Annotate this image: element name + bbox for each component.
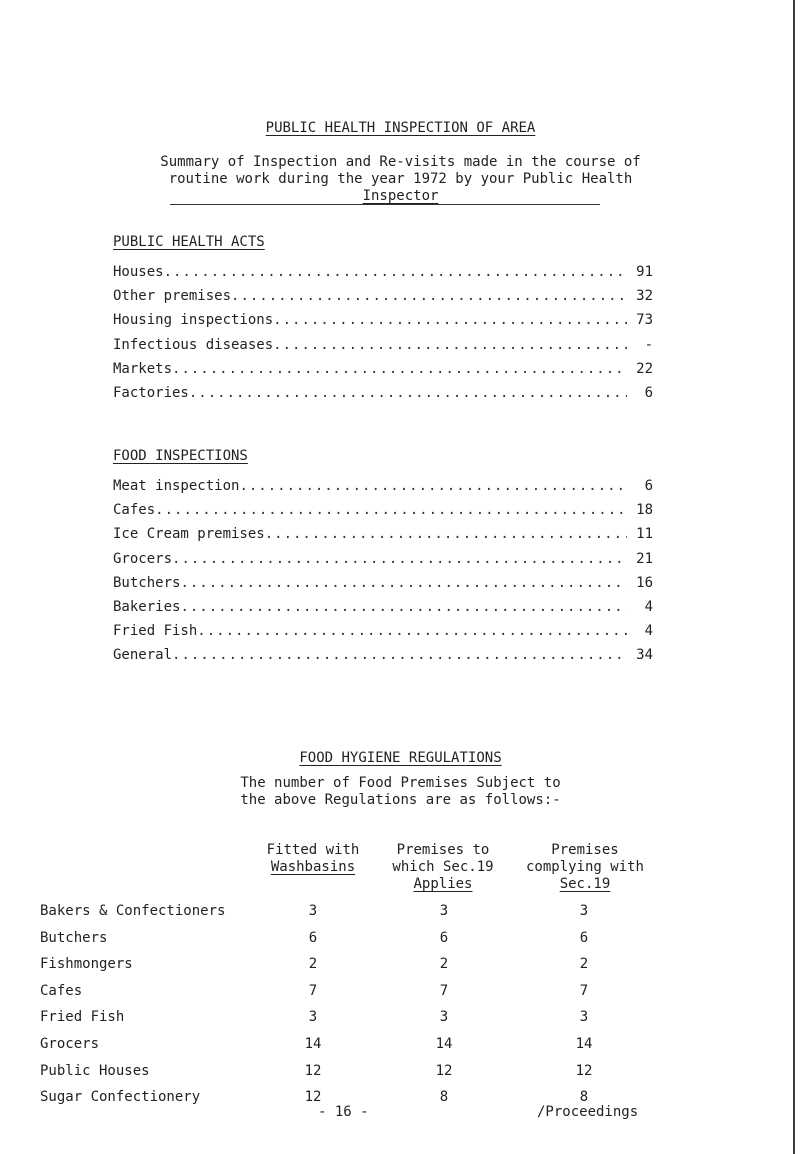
item-label: General [113, 647, 173, 664]
cell-complying: 6 [579, 929, 589, 946]
item-value: 73 [636, 312, 653, 329]
leader-dots [155, 502, 627, 518]
item-value: 18 [636, 502, 653, 519]
table-row [0, 1009, 801, 1036]
cell-washbasins: 2 [308, 956, 318, 973]
item-value: 34 [636, 647, 653, 664]
list-item [113, 599, 653, 623]
row-name: Fishmongers [40, 956, 133, 973]
table-row [0, 1063, 801, 1090]
item-label: Housing inspections [113, 312, 274, 329]
cell-complying: 2 [579, 956, 589, 973]
item-label: Factories [113, 384, 189, 401]
leader-dots [172, 551, 627, 567]
cell-sec19-applies: 12 [435, 1062, 453, 1079]
food-inspections-list [113, 478, 653, 672]
row-name: Public Houses [40, 1062, 150, 1079]
row-name: Sugar Confectionery [40, 1089, 201, 1106]
row-name: Grocers [40, 1035, 100, 1052]
item-value: - [644, 336, 653, 353]
item-label: Markets [113, 360, 173, 377]
column-header-line: Fitted with [266, 842, 360, 858]
item-value: 4 [644, 623, 653, 640]
item-label: Grocers [113, 550, 173, 567]
column-header-line: Applies [413, 876, 473, 892]
cell-complying: 3 [579, 1009, 589, 1026]
cell-washbasins: 3 [308, 903, 318, 919]
cell-sec19-applies: 6 [439, 929, 449, 946]
cell-sec19-applies: 14 [435, 1035, 453, 1052]
list-item [113, 385, 653, 409]
list-item [113, 312, 653, 336]
leader-dots [180, 575, 627, 591]
item-value: 91 [636, 264, 653, 280]
continuation-note: /Proceedings [537, 1104, 639, 1120]
item-label: Infectious diseases [113, 336, 274, 353]
item-label: Ice Cream premises [113, 526, 265, 543]
summary-line-1: Summary of Inspection and Re-visits made in the course of [160, 154, 641, 170]
cell-washbasins: 14 [304, 1035, 322, 1052]
cell-complying: 3 [579, 903, 589, 919]
cell-washbasins: 6 [308, 929, 318, 946]
row-name: Fried Fish [40, 1009, 125, 1026]
summary-paragraph [0, 154, 801, 205]
row-name: Bakers & Confectioners [40, 903, 226, 919]
column-header-line: Sec.19 [559, 876, 611, 892]
cell-sec19-applies: 2 [439, 956, 449, 973]
item-value: 6 [644, 478, 653, 494]
list-item [113, 337, 653, 361]
column-header-complying [510, 842, 660, 893]
item-label: Butchers [113, 574, 181, 591]
list-item [113, 623, 653, 647]
food-hygiene-intro [0, 775, 801, 809]
cell-complying: 8 [579, 1089, 589, 1106]
item-label: Bakeries [113, 598, 181, 615]
intro-line-2: the above Regulations are as follows:- [240, 792, 561, 808]
column-header-line: Washbasins [270, 859, 356, 875]
column-header-line: which Sec.19 [392, 859, 494, 875]
list-item [113, 647, 653, 671]
summary-line-2: routine work during the year 1972 by your Public Health [168, 171, 633, 187]
table-row [0, 983, 801, 1010]
leader-dots [265, 526, 627, 542]
row-name: Butchers [40, 929, 108, 946]
table-row [0, 1036, 801, 1063]
column-header-line: Premises [551, 842, 619, 858]
list-item [113, 526, 653, 550]
page-number: - 16 - [318, 1104, 369, 1120]
leader-dots [172, 361, 627, 377]
cell-complying: 12 [575, 1062, 593, 1079]
leader-dots [273, 312, 627, 328]
intro-line-1: The number of Food Premises Subject to [240, 775, 561, 791]
column-header-washbasins [248, 842, 378, 876]
item-value: 16 [636, 574, 653, 591]
column-header-line: Premises to [396, 842, 490, 858]
column-header-line: complying with [525, 859, 644, 875]
cell-sec19-applies: 3 [439, 1009, 449, 1026]
table-row [0, 956, 801, 983]
item-value: 22 [636, 360, 653, 377]
list-item [113, 551, 653, 575]
item-label: Cafes [113, 502, 156, 519]
item-value: 4 [644, 598, 653, 615]
item-value: 21 [636, 550, 653, 567]
item-label: Houses [113, 264, 164, 280]
leader-dots [189, 385, 627, 401]
cell-sec19-applies: 7 [439, 982, 449, 999]
cell-washbasins: 12 [304, 1089, 322, 1106]
item-value: 32 [636, 288, 653, 305]
food-inspections-heading: FOOD INSPECTIONS [113, 448, 248, 464]
cell-washbasins: 7 [308, 982, 318, 999]
item-value: 6 [644, 384, 653, 401]
item-value: 11 [636, 526, 653, 543]
summary-underline [170, 204, 600, 205]
list-item [113, 478, 653, 502]
table-row [0, 1089, 801, 1116]
table-row [0, 903, 801, 930]
list-item [113, 264, 653, 288]
leader-dots [164, 264, 627, 280]
cell-washbasins: 3 [308, 1009, 318, 1026]
item-label: Other premises [113, 288, 232, 305]
document-title-text: PUBLIC HEALTH INSPECTION OF AREA [265, 120, 536, 136]
cell-complying: 14 [575, 1035, 593, 1052]
list-item [113, 361, 653, 385]
leader-dots [273, 337, 627, 353]
column-header-sec19-applies [378, 842, 508, 893]
cell-sec19-applies: 3 [439, 903, 449, 919]
cell-complying: 7 [579, 982, 589, 999]
table-row [0, 930, 801, 957]
food-hygiene-heading: FOOD HYGIENE REGULATIONS [299, 750, 502, 766]
list-item [113, 575, 653, 599]
premises-table [0, 903, 801, 1116]
public-health-acts-list [113, 264, 653, 409]
item-label: Fried Fish [113, 623, 198, 640]
document-title [0, 120, 801, 136]
leader-dots [180, 599, 627, 615]
cell-washbasins: 12 [304, 1062, 322, 1079]
summary-line-3: Inspector [362, 188, 439, 204]
leader-dots [172, 647, 627, 663]
cell-sec19-applies: 8 [439, 1089, 449, 1106]
public-health-acts-heading: PUBLIC HEALTH ACTS [113, 234, 265, 250]
list-item [113, 288, 653, 312]
leader-dots [231, 288, 627, 304]
item-label: Meat inspection [113, 478, 240, 494]
row-name: Cafes [40, 982, 83, 999]
leader-dots [197, 623, 627, 639]
list-item [113, 502, 653, 526]
leader-dots [239, 478, 627, 494]
